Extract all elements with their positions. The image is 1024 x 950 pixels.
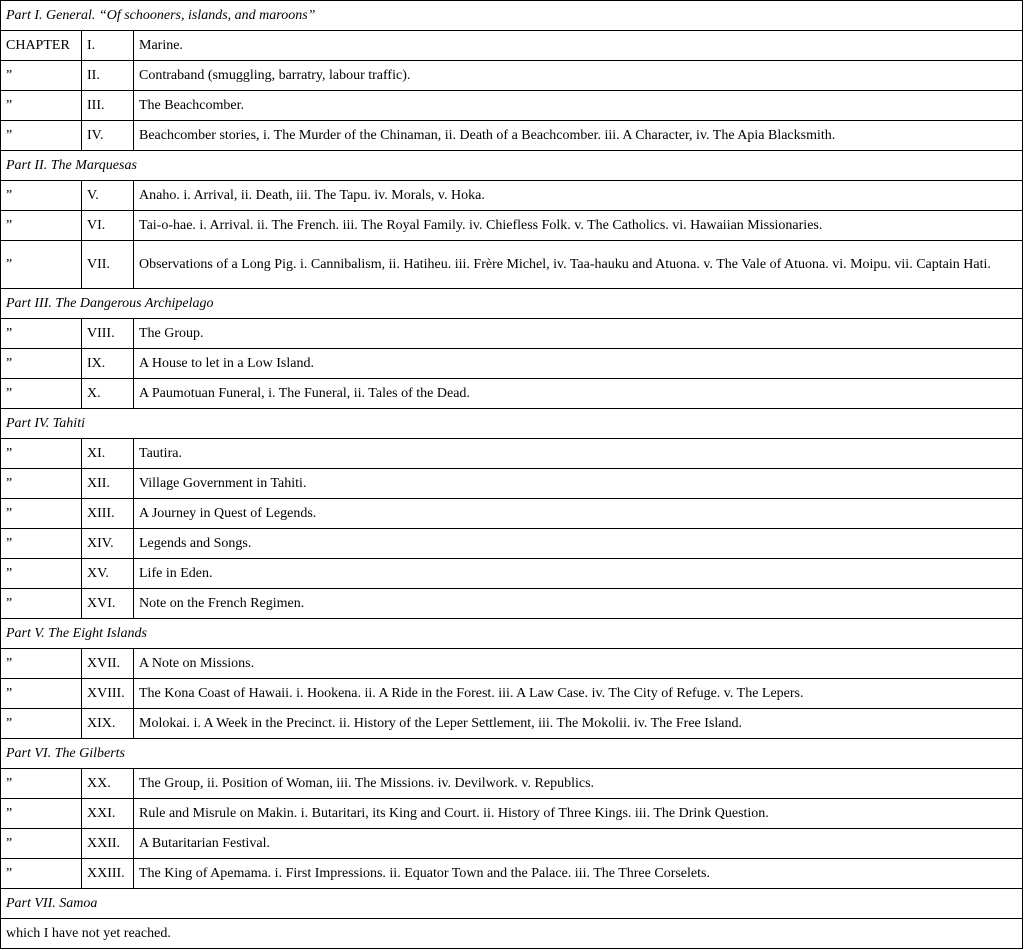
chapter-number: XXII. [82, 829, 134, 859]
chapter-row [1, 529, 1023, 559]
chapter-title: The Beachcomber. [134, 91, 1023, 121]
part-heading: Part VII. Samoa [1, 889, 1023, 919]
chapter-number: XII. [82, 469, 134, 499]
chapter-title: A Journey in Quest of Legends. [134, 499, 1023, 529]
part-heading-row [1, 151, 1023, 181]
chapter-label: ” [1, 529, 82, 559]
chapter-row [1, 709, 1023, 739]
chapter-row [1, 319, 1023, 349]
chapter-number: XXI. [82, 799, 134, 829]
chapter-label: ” [1, 319, 82, 349]
chapter-title: Tai-o-hae. i. Arrival. ii. The French. iii. The Royal Family. iv. Chiefless Folk. v. The Catholics. vi. Hawaiian Missionaries. [134, 211, 1023, 241]
chapter-label: ” [1, 499, 82, 529]
chapter-title: Observations of a Long Pig. i. Cannibalism, ii. Hatiheu. iii. Frère Michel, iv. Taa-hauku and Atuona. v. The Vale of Atuona. vi. Moipu. vii. Captain Hati. [134, 241, 1023, 289]
chapter-label: ” [1, 91, 82, 121]
chapter-number: XVII. [82, 649, 134, 679]
chapter-number: IV. [82, 121, 134, 151]
chapter-label: ” [1, 589, 82, 619]
note-text: which I have not yet reached. [1, 919, 1023, 949]
part-heading: Part V. The Eight Islands [1, 619, 1023, 649]
part-heading-row [1, 1, 1023, 31]
chapter-row [1, 379, 1023, 409]
chapter-row [1, 91, 1023, 121]
chapter-row [1, 829, 1023, 859]
chapter-number: XIV. [82, 529, 134, 559]
chapter-row [1, 499, 1023, 529]
part-heading: Part I. General. “Of schooners, islands, and maroons” [1, 1, 1023, 31]
chapter-number: X. [82, 379, 134, 409]
chapter-title: Rule and Misrule on Makin. i. Butaritari, its King and Court. ii. History of Three Kings. iii. The Drink Question. [134, 799, 1023, 829]
chapter-title: Marine. [134, 31, 1023, 61]
chapter-number: I. [82, 31, 134, 61]
chapter-row [1, 61, 1023, 91]
chapter-label: ” [1, 439, 82, 469]
part-heading-row [1, 739, 1023, 769]
chapter-label: ” [1, 121, 82, 151]
chapter-label: ” [1, 769, 82, 799]
chapter-title: Anaho. i. Arrival, ii. Death, iii. The Tapu. iv. Morals, v. Hoka. [134, 181, 1023, 211]
chapter-title: A House to let in a Low Island. [134, 349, 1023, 379]
chapter-number: XI. [82, 439, 134, 469]
part-heading: Part II. The Marquesas [1, 151, 1023, 181]
chapter-row [1, 799, 1023, 829]
chapter-title: Note on the French Regimen. [134, 589, 1023, 619]
chapter-number: II. [82, 61, 134, 91]
chapter-number: XIX. [82, 709, 134, 739]
chapter-number: XXIII. [82, 859, 134, 889]
chapter-row [1, 241, 1023, 289]
chapter-title: The Group. [134, 319, 1023, 349]
chapter-row [1, 469, 1023, 499]
chapter-title: The Kona Coast of Hawaii. i. Hookena. ii. A Ride in the Forest. iii. A Law Case. iv. The City of Refuge. v. The Lepers. [134, 679, 1023, 709]
part-heading: Part VI. The Gilberts [1, 739, 1023, 769]
chapter-row [1, 439, 1023, 469]
chapter-row [1, 349, 1023, 379]
chapter-label: ” [1, 709, 82, 739]
chapter-label: ” [1, 469, 82, 499]
part-heading-row [1, 289, 1023, 319]
chapter-label: ” [1, 241, 82, 289]
chapter-label: ” [1, 799, 82, 829]
chapter-row [1, 649, 1023, 679]
chapter-label: ” [1, 829, 82, 859]
chapter-title: The Group, ii. Position of Woman, iii. The Missions. iv. Devilwork. v. Republics. [134, 769, 1023, 799]
chapter-title: Tautira. [134, 439, 1023, 469]
chapter-row [1, 211, 1023, 241]
part-heading-row [1, 889, 1023, 919]
chapter-row [1, 769, 1023, 799]
chapter-number: VIII. [82, 319, 134, 349]
chapter-title: Village Government in Tahiti. [134, 469, 1023, 499]
chapter-number: VI. [82, 211, 134, 241]
chapter-number: V. [82, 181, 134, 211]
note-row [1, 919, 1023, 949]
chapter-number: XVIII. [82, 679, 134, 709]
chapter-number: VII. [82, 241, 134, 289]
chapter-label: ” [1, 181, 82, 211]
chapter-title: The King of Apemama. i. First Impressions. ii. Equator Town and the Palace. iii. The Three Corselets. [134, 859, 1023, 889]
chapter-row [1, 31, 1023, 61]
chapter-row [1, 679, 1023, 709]
chapter-label: ” [1, 61, 82, 91]
part-heading-row [1, 409, 1023, 439]
chapter-label: ” [1, 211, 82, 241]
part-heading-row [1, 619, 1023, 649]
chapter-label: ” [1, 349, 82, 379]
chapter-label: ” [1, 859, 82, 889]
chapter-title: Beachcomber stories, i. The Murder of the Chinaman, ii. Death of a Beachcomber. iii. A Character, iv. The Apia Blacksmith. [134, 121, 1023, 151]
chapter-title: A Paumotuan Funeral, i. The Funeral, ii. Tales of the Dead. [134, 379, 1023, 409]
chapter-label: ” [1, 649, 82, 679]
chapter-title: Legends and Songs. [134, 529, 1023, 559]
chapter-number: XVI. [82, 589, 134, 619]
chapter-row [1, 589, 1023, 619]
chapter-number: XIII. [82, 499, 134, 529]
chapter-number: IX. [82, 349, 134, 379]
chapter-label: ” [1, 379, 82, 409]
chapter-row [1, 121, 1023, 151]
chapter-title: Contraband (smuggling, barratry, labour traffic). [134, 61, 1023, 91]
chapter-label: ” [1, 679, 82, 709]
chapter-title: Life in Eden. [134, 559, 1023, 589]
chapter-number: XX. [82, 769, 134, 799]
chapter-number: III. [82, 91, 134, 121]
chapter-number: XV. [82, 559, 134, 589]
part-heading: Part IV. Tahiti [1, 409, 1023, 439]
chapter-title: A Note on Missions. [134, 649, 1023, 679]
chapter-label: ” [1, 559, 82, 589]
chapter-title: A Butaritarian Festival. [134, 829, 1023, 859]
chapter-row [1, 559, 1023, 589]
chapter-row [1, 181, 1023, 211]
chapter-row [1, 859, 1023, 889]
contents-body [1, 1, 1023, 949]
chapter-title: Molokai. i. A Week in the Precinct. ii. History of the Leper Settlement, iii. The Mokolii. iv. The Free Island. [134, 709, 1023, 739]
chapter-label: CHAPTER [1, 31, 82, 61]
part-heading: Part III. The Dangerous Archipelago [1, 289, 1023, 319]
